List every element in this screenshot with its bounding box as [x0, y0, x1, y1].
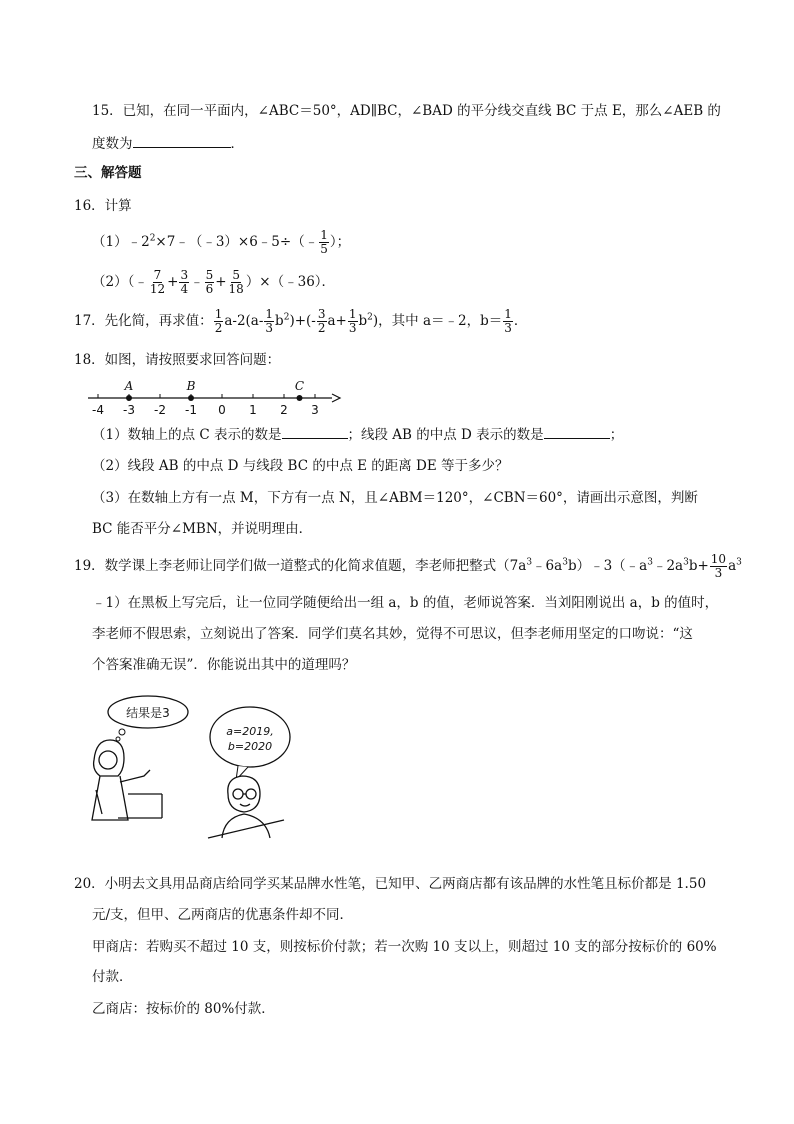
frac-num: 1 — [320, 228, 328, 242]
q17-text-4: a+ — [327, 313, 347, 329]
q16-title: 16．计算 — [74, 198, 132, 214]
q19-text-2: ﹣6a — [532, 558, 563, 574]
q16-p1-text: （1）﹣2 — [92, 234, 150, 250]
q19-exp-5: 3 — [736, 557, 742, 568]
q19-text-4: ﹣2a — [652, 558, 684, 574]
q17-fraction-4 — [348, 308, 358, 335]
student-figure — [208, 776, 284, 838]
q16-op-2: ﹣ — [190, 274, 204, 290]
tick-label: 3 — [311, 403, 319, 417]
q17-fraction-5 — [503, 308, 513, 335]
q16-op-1: + — [167, 274, 179, 290]
number-line-diagram — [86, 374, 346, 422]
q19-text-6: a — [728, 558, 737, 574]
q16-p2-prefix: （2）（﹣ — [92, 274, 148, 290]
q19-text-5: b+ — [688, 558, 709, 574]
q17-text-6: )，其中 a＝﹣2，b＝ — [372, 313, 503, 329]
frac-num: 10 — [710, 552, 727, 566]
frac-num: 5 — [205, 268, 214, 282]
q16-p1-mid: ×7﹣（﹣3）×6﹣5÷（﹣ — [155, 234, 319, 250]
q20-line1: 20．小明去文具用品商店给同学买某品牌水性笔，已知甲、乙两商店都有该品牌的水性笔且标价都是 1.50 — [74, 876, 707, 892]
point-label-a: A — [124, 379, 134, 393]
teacher-figure — [92, 740, 162, 820]
point-a — [126, 395, 132, 401]
frac-den: 6 — [205, 282, 214, 296]
tick-label: -1 — [185, 403, 197, 417]
q17-exp-1: 2 — [283, 312, 290, 323]
tick-label: 1 — [249, 403, 257, 417]
q18-part3-line1: （3）在数轴上方有一点 M，下方有一点 N，且∠ABM＝120°，∠CBN＝60°，请画出示意图，判断 — [92, 490, 698, 506]
q19-line1 — [74, 552, 742, 580]
q18-p1-text-a: （1）数轴上的点 C 表示的数是 — [92, 427, 282, 443]
q15-prefix: 度数为 — [92, 136, 133, 152]
frac-den: 18 — [228, 282, 244, 296]
student-bubble-a: a=2019, — [226, 725, 274, 738]
q17-prefix: 17．先化简，再求值： — [74, 313, 213, 329]
q15-suffix: ． — [230, 136, 244, 152]
q20-line3: 甲商店：若购买不超过 10 支，则按标价付款；若一次购 10 支以上，则超过 10 支的部分按标价的 60% — [92, 939, 717, 955]
tick-label: 2 — [280, 403, 288, 417]
q16-part1 — [92, 228, 350, 256]
q17-fraction-3 — [317, 308, 327, 335]
q18-p1-text-b: ；线段 AB 的中点 D 表示的数是 — [347, 427, 544, 443]
q19-line3: 李老师不假思索，立刻说出了答案．同学们莫名其妙，觉得不可思议，但李老师用坚定的口吻说：“这 — [92, 626, 693, 642]
q15-line2 — [92, 133, 244, 154]
point-b — [188, 395, 194, 401]
q15-answer-blank[interactable] — [133, 133, 231, 148]
q18-p1-text-c: ； — [609, 427, 624, 443]
frac-num: 1 — [348, 307, 357, 321]
frac-den: 2 — [214, 321, 223, 335]
frac-den: 3 — [714, 566, 723, 580]
tick-label: -2 — [154, 403, 166, 417]
point-label-c: C — [294, 379, 305, 393]
frac-den: 4 — [180, 282, 189, 296]
q17-exp-2: 2 — [367, 312, 373, 323]
frac-num: 3 — [180, 268, 189, 282]
q19-exp-3: 3 — [647, 557, 653, 568]
q20-line5: 乙商店：按标价的 80%付款． — [92, 1001, 275, 1017]
q17-text-5: b — [358, 313, 368, 329]
q17-suffix: ． — [513, 313, 528, 329]
q18-part1 — [92, 424, 623, 445]
q19-line2: ﹣1）在黑板上写完后，让一位同学随便给出一组 a，b 的值，老师说答案．当刘阳刚说出 a，b 的值时， — [92, 595, 719, 611]
q19-fraction — [710, 553, 727, 580]
q17-text-2: b — [275, 313, 284, 329]
q18-blank-d[interactable] — [544, 424, 610, 439]
q16-p2-fraction-3 — [205, 269, 215, 296]
q17-fraction-2 — [264, 308, 274, 335]
frac-den: 5 — [320, 242, 328, 256]
q15-line1: 15．已知，在同一平面内，∠ABC＝50°，AD∥BC，∠BAD 的平分线交直线 BC 于点 E，那么∠AEB 的 — [92, 103, 721, 119]
point-label-b: B — [186, 379, 196, 393]
frac-num: 1 — [265, 307, 274, 321]
point-c — [297, 395, 303, 401]
frac-num: 1 — [214, 307, 223, 321]
q16-p1-fraction — [319, 229, 329, 256]
q17-text-3: )+(- — [289, 313, 316, 329]
student-speech-bubble — [210, 707, 290, 780]
q19-exp-1: 3 — [526, 557, 533, 568]
q17-fraction-1 — [214, 308, 224, 335]
q18-part2: （2）线段 AB 的中点 D 与线段 BC 的中点 E 的距离 DE 等于多少？ — [92, 458, 509, 474]
frac-den: 2 — [317, 321, 326, 335]
frac-num: 1 — [504, 307, 512, 321]
teacher-speech-bubble — [108, 696, 188, 741]
q19-line4: 个答案准确无误”．你能说出其中的道理吗？ — [92, 657, 356, 673]
q17-line — [74, 307, 527, 335]
q16-p2-fraction-4 — [228, 269, 245, 296]
frac-den: 12 — [149, 282, 166, 296]
tick-label: -3 — [123, 403, 135, 417]
frac-den: 3 — [265, 321, 274, 335]
frac-den: 3 — [348, 321, 357, 335]
teacher-bubble-text: 结果是3 — [126, 706, 170, 720]
student-bubble-b: b=2020 — [227, 740, 273, 753]
q19-text-3: b）﹣3（﹣a — [567, 558, 648, 574]
frac-den: 3 — [504, 321, 512, 335]
q18-intro: 18．如图，请按照要求回答问题： — [74, 352, 281, 368]
q20-line4: 付款． — [92, 969, 133, 985]
q19-exp-2: 3 — [562, 557, 568, 568]
q16-op-3: + — [215, 274, 227, 290]
q18-part3-line2: BC 能否平分∠MBN，并说明理由． — [92, 521, 313, 537]
frac-num: 7 — [153, 268, 162, 282]
q16-p1-suffix: ）； — [329, 234, 351, 250]
q16-p2-fraction-2 — [179, 269, 189, 296]
q16-p2-suffix: ）×（﹣36）． — [245, 274, 336, 290]
q20-line2: 元/支，但甲、乙两商店的优惠条件却不同． — [92, 907, 354, 923]
number-line-arrow — [332, 394, 340, 402]
q16-part2 — [92, 268, 335, 296]
frac-num: 3 — [317, 307, 326, 321]
q17-text-1: a-2(a- — [224, 313, 264, 329]
section-title: 三、解答题 — [74, 165, 142, 181]
tick-label: 0 — [218, 403, 226, 417]
classroom-illustration — [88, 690, 328, 840]
q16-p1-exp: 2 — [149, 233, 156, 244]
q18-blank-c[interactable] — [282, 424, 348, 439]
q19-exp-4: 3 — [683, 557, 689, 568]
q19-text-1: 19．数学课上李老师让同学们做一道整式的化简求值题，李老师把整式（7a — [74, 558, 527, 574]
frac-num: 5 — [232, 268, 240, 282]
tick-label: -4 — [92, 403, 104, 417]
q16-p2-fraction-1 — [149, 269, 166, 296]
